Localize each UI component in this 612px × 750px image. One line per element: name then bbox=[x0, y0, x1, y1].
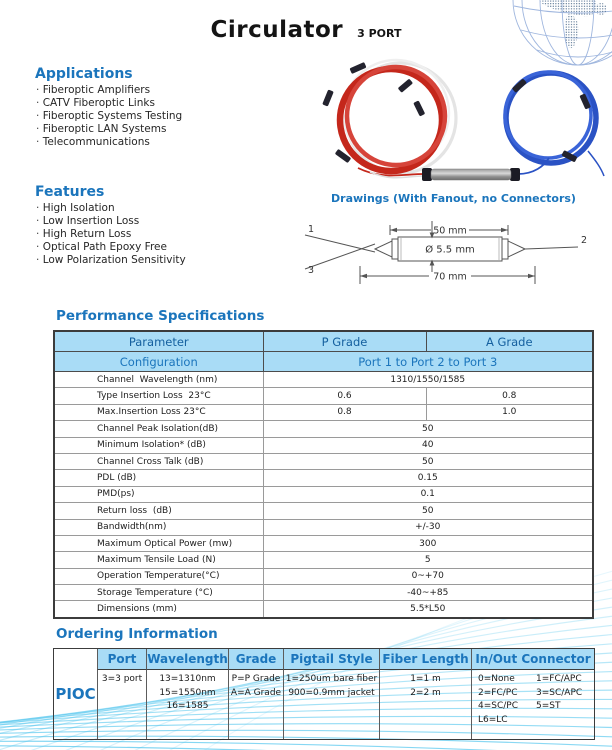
spec-parameter: Type Insertion Loss 23°C bbox=[54, 388, 263, 404]
spec-value: 40 bbox=[263, 437, 593, 453]
product-photo bbox=[298, 56, 605, 194]
feature-item bbox=[36, 202, 186, 215]
fiber-length-options bbox=[379, 670, 471, 739]
bullet: · bbox=[36, 97, 43, 109]
performance-heading: Performance Specifications bbox=[56, 308, 265, 324]
spec-parameter: Minimum Isolation* (dB) bbox=[54, 437, 263, 453]
application-item bbox=[36, 110, 182, 123]
drawing-caption: Drawings (With Fanout, no Connectors) bbox=[331, 192, 576, 205]
col-pigtail-style: Pigtail Style bbox=[283, 649, 379, 670]
feature-item bbox=[36, 254, 186, 267]
connector-option: 3=SC/APC bbox=[536, 687, 583, 698]
application-item bbox=[36, 123, 182, 136]
connector-options-right bbox=[536, 673, 594, 739]
spec-value: 0.1 bbox=[263, 486, 593, 502]
spec-row bbox=[54, 585, 593, 601]
page-title bbox=[0, 17, 612, 43]
connector-option: 2=FC/PC bbox=[478, 687, 518, 698]
col-grade: Grade bbox=[228, 649, 283, 670]
col-fiber-length: Fiber Length bbox=[379, 649, 471, 670]
feature-item bbox=[36, 241, 186, 254]
configuration-row bbox=[54, 352, 593, 372]
dim-50mm: 50 mm bbox=[433, 225, 467, 237]
product-subtitle: 3 PORT bbox=[357, 27, 402, 40]
connector-option: 5=ST bbox=[536, 701, 561, 711]
wavelength-option: 13=1310nm bbox=[159, 674, 216, 684]
spec-parameter: Maximum Tensile Load (N) bbox=[54, 552, 263, 568]
feature-item-label: Low Polarization Sensitivity bbox=[42, 254, 186, 266]
connector-options bbox=[471, 670, 594, 739]
bullet: · bbox=[36, 123, 43, 135]
feature-item bbox=[36, 228, 186, 241]
col-port: Port bbox=[97, 649, 146, 670]
feature-item bbox=[36, 215, 186, 228]
spec-value: -40~+85 bbox=[263, 585, 593, 601]
feature-item-label: Optical Path Epoxy Free bbox=[42, 241, 167, 253]
spec-parameter: Return loss (dB) bbox=[54, 503, 263, 519]
spec-value-a-grade: 1.0 bbox=[426, 404, 593, 420]
applications-heading: Applications bbox=[35, 66, 133, 82]
col-wavelength: Wavelength bbox=[146, 649, 228, 670]
spec-parameter: Maximum Optical Power (mw) bbox=[54, 535, 263, 551]
bullet: · bbox=[36, 241, 43, 253]
grade-options bbox=[228, 670, 283, 739]
spec-row bbox=[54, 372, 593, 388]
application-item-label: CATV Fiberoptic Links bbox=[42, 97, 155, 109]
port3-label: 3 bbox=[308, 265, 315, 276]
spec-row bbox=[54, 503, 593, 519]
port2-label: 2 bbox=[581, 235, 588, 246]
wavelength-option: 15=1550nm bbox=[159, 687, 216, 698]
performance-table bbox=[53, 330, 594, 619]
bullet: · bbox=[36, 228, 43, 240]
application-item-label: Telecommunications bbox=[42, 136, 150, 148]
dimension-drawing bbox=[295, 206, 612, 294]
spec-value: 50 bbox=[263, 421, 593, 437]
col-connector: In/Out Connector bbox=[471, 649, 594, 670]
spec-row bbox=[54, 388, 593, 404]
spec-parameter: Dimensions (mm) bbox=[54, 601, 263, 618]
spec-value: +/-30 bbox=[263, 519, 593, 535]
port1-label: 1 bbox=[308, 224, 315, 235]
spec-parameter: Channel Wavelength (nm) bbox=[54, 372, 263, 388]
product-title: Circulator bbox=[210, 17, 344, 43]
application-item-label: Fiberoptic Systems Testing bbox=[42, 110, 183, 122]
spec-value: 0.15 bbox=[263, 470, 593, 486]
bullet: · bbox=[36, 254, 43, 266]
pigtail-option: 1=250um bare fiber bbox=[285, 674, 378, 684]
application-item bbox=[36, 84, 182, 97]
bullet: · bbox=[36, 136, 43, 148]
bullet: · bbox=[36, 110, 43, 122]
model-code: PIOC bbox=[55, 685, 96, 703]
bullet: · bbox=[36, 202, 43, 214]
connector-option: 0=None bbox=[478, 674, 515, 684]
connector-option: L6=LC bbox=[478, 714, 508, 725]
spec-row bbox=[54, 437, 593, 453]
spec-row bbox=[54, 470, 593, 486]
bullet: · bbox=[36, 215, 43, 227]
spec-value: 0~+70 bbox=[263, 568, 593, 584]
features-list bbox=[36, 202, 186, 267]
dim-diameter: Ø 5.5 mm bbox=[425, 244, 475, 256]
spec-parameter: Storage Temperature (°C) bbox=[54, 585, 263, 601]
spec-row bbox=[54, 535, 593, 551]
spec-value-p-grade: 0.6 bbox=[263, 388, 426, 404]
pigtail-option: 900=0.9mm jacket bbox=[288, 687, 375, 698]
connector-options-left bbox=[478, 673, 536, 739]
spec-parameter: Bandwidth(nm) bbox=[54, 519, 263, 535]
feature-item-label: High Return Loss bbox=[42, 228, 132, 240]
feature-item-label: High Isolation bbox=[42, 202, 115, 214]
spec-parameter: PMD(ps) bbox=[54, 486, 263, 502]
application-item-label: Fiberoptic LAN Systems bbox=[42, 123, 167, 135]
spec-row bbox=[54, 552, 593, 568]
spec-row bbox=[54, 601, 593, 618]
grade-option: A=A Grade bbox=[230, 687, 282, 698]
ordering-heading: Ordering Information bbox=[56, 626, 218, 642]
spec-row bbox=[54, 453, 593, 469]
spec-row bbox=[54, 519, 593, 535]
grade-option: P=P Grade bbox=[231, 674, 281, 684]
spec-parameter: Channel Cross Talk (dB) bbox=[54, 453, 263, 469]
spec-parameter: Max.Insertion Loss 23°C bbox=[54, 404, 263, 420]
configuration-value: Port 1 to Port 2 to Port 3 bbox=[263, 352, 593, 372]
spec-value-a-grade: 0.8 bbox=[426, 388, 593, 404]
dim-70mm: 70 mm bbox=[433, 271, 467, 283]
spec-value: 300 bbox=[263, 535, 593, 551]
spec-row bbox=[54, 404, 593, 420]
port-options bbox=[97, 670, 146, 739]
port-option: 3=3 port bbox=[101, 674, 143, 684]
connector-option: 4=SC/PC bbox=[478, 701, 519, 711]
wavelength-option: 16=1585 bbox=[166, 701, 209, 711]
spec-row bbox=[54, 486, 593, 502]
spec-value: 5 bbox=[263, 552, 593, 568]
application-item bbox=[36, 136, 182, 149]
applications-list bbox=[36, 84, 182, 149]
connector-option: 1=FC/APC bbox=[536, 674, 582, 684]
fiber-length-option: 1=1 m bbox=[410, 674, 441, 684]
features-heading: Features bbox=[35, 184, 105, 200]
col-p-grade: P Grade bbox=[263, 331, 426, 352]
bullet: · bbox=[36, 84, 43, 96]
spec-value: 5.5*L50 bbox=[263, 601, 593, 618]
application-item-label: Fiberoptic Amplifiers bbox=[42, 84, 151, 96]
spec-parameter: Channel Peak Isolation(dB) bbox=[54, 421, 263, 437]
feature-item-label: Low Insertion Loss bbox=[42, 215, 140, 227]
configuration-label: Configuration bbox=[54, 352, 263, 372]
pigtail-options bbox=[283, 670, 379, 739]
col-a-grade: A Grade bbox=[426, 331, 593, 352]
wavelength-options bbox=[146, 670, 228, 739]
spec-header-row bbox=[54, 331, 593, 352]
spec-value: 1310/1550/1585 bbox=[263, 372, 593, 388]
spec-value: 50 bbox=[263, 453, 593, 469]
spec-value-p-grade: 0.8 bbox=[263, 404, 426, 420]
ordering-table bbox=[53, 648, 595, 740]
spec-value: 50 bbox=[263, 503, 593, 519]
fiber-length-option: 2=2 m bbox=[410, 687, 441, 698]
application-item bbox=[36, 97, 182, 110]
spec-row bbox=[54, 421, 593, 437]
spec-parameter: PDL (dB) bbox=[54, 470, 263, 486]
spec-row bbox=[54, 568, 593, 584]
spec-parameter: Operation Temperature(°C) bbox=[54, 568, 263, 584]
col-parameter: Parameter bbox=[54, 331, 263, 352]
